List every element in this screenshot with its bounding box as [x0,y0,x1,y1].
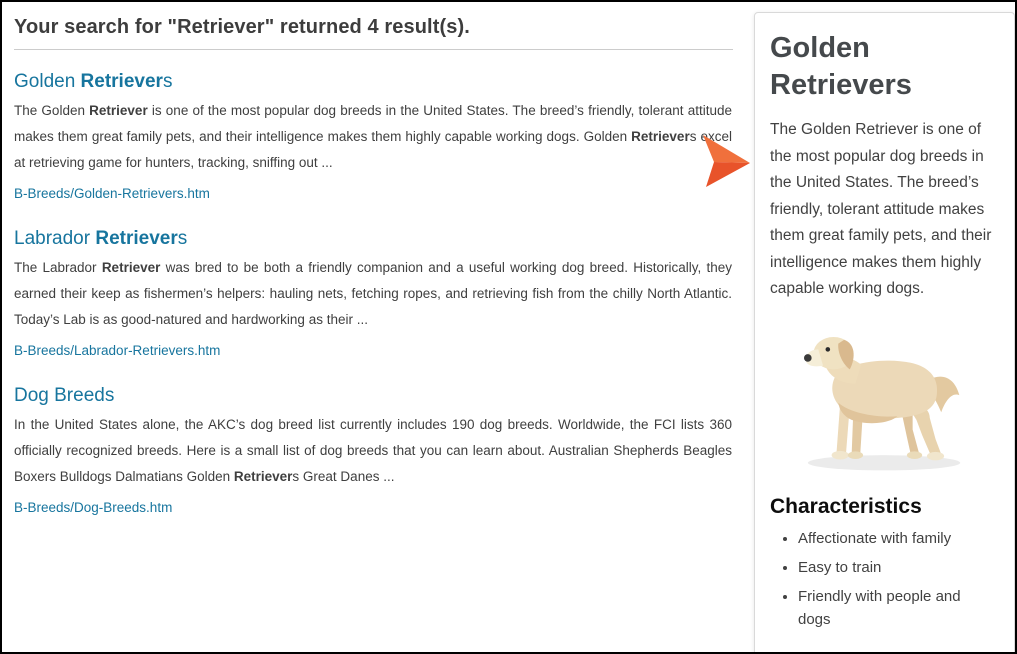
characteristics-list [770,527,999,631]
preview-topic-title: Golden Retrievers [770,32,912,101]
search-result-item [14,71,740,207]
result-url-link[interactable]: B-Breeds/Labrador-Retrievers.htm [14,343,221,358]
result-title-link[interactable]: Labrador Retrievers [14,228,188,249]
result-abstract: The Golden Retriever is one of the most popular dog breeds in the United States. The breed’s friendly, tolerant attitude makes them great family pets, and their intelligence makes them highly capable working dogs. Golden Retrievers excel at retrieving game for hunters, tracking, sniffing out ... [14,103,733,170]
search-results-pane [2,2,752,521]
search-result-item [14,228,740,364]
characteristics-heading: Characteristics [770,494,922,518]
characteristic-item: • Friendly with people and dogs [798,585,988,631]
preview-paragraph: The Golden Retriever is one of the most popular dog breeds in the United States. The breed’s friendly, tolerant attitude makes them great family pets, and their intelligence makes them highly capable working dogs. [770,121,992,297]
characteristic-item: • Affectionate with family [798,527,988,550]
result-title-link[interactable]: Dog Breeds [14,385,115,406]
result-url-link[interactable]: B-Breeds/Golden-Retrievers.htm [14,186,210,201]
result-abstract: The Labrador Retriever was bred to be both a friendly companion and a useful working dog breed. Historically, they earned their keep as fishermen’s helpers: hauling nets, fetching ropes, and retrieving fish from the chilly North Atlantic. Today’s Lab is as good-natured and hardworking as their ... [14,260,732,327]
result-url-link[interactable]: B-Breeds/Dog-Breeds.htm [14,500,173,515]
search-results-heading: Your search for "Retriever" returned 4 result(s). [14,16,470,38]
characteristic-item: • Easy to train [798,556,988,579]
search-result-item [14,385,740,521]
results-divider [14,49,733,50]
topic-preview-panel [754,12,1015,654]
orange-arrow-pointer-icon [700,135,751,187]
golden-retriever-image [781,317,989,479]
result-title-link[interactable]: Golden Retrievers [14,71,173,92]
result-abstract: In the United States alone, the AKC’s dog breed list currently includes 190 dog breeds. Worldwide, the FCI lists 360 officially recognized breeds. Here is a small list of dog breeds that you can learn about. Australian Shepherds Beagles Boxers Bulldogs Dalmatians Golden Retrievers Great Danes ... [14,417,732,484]
